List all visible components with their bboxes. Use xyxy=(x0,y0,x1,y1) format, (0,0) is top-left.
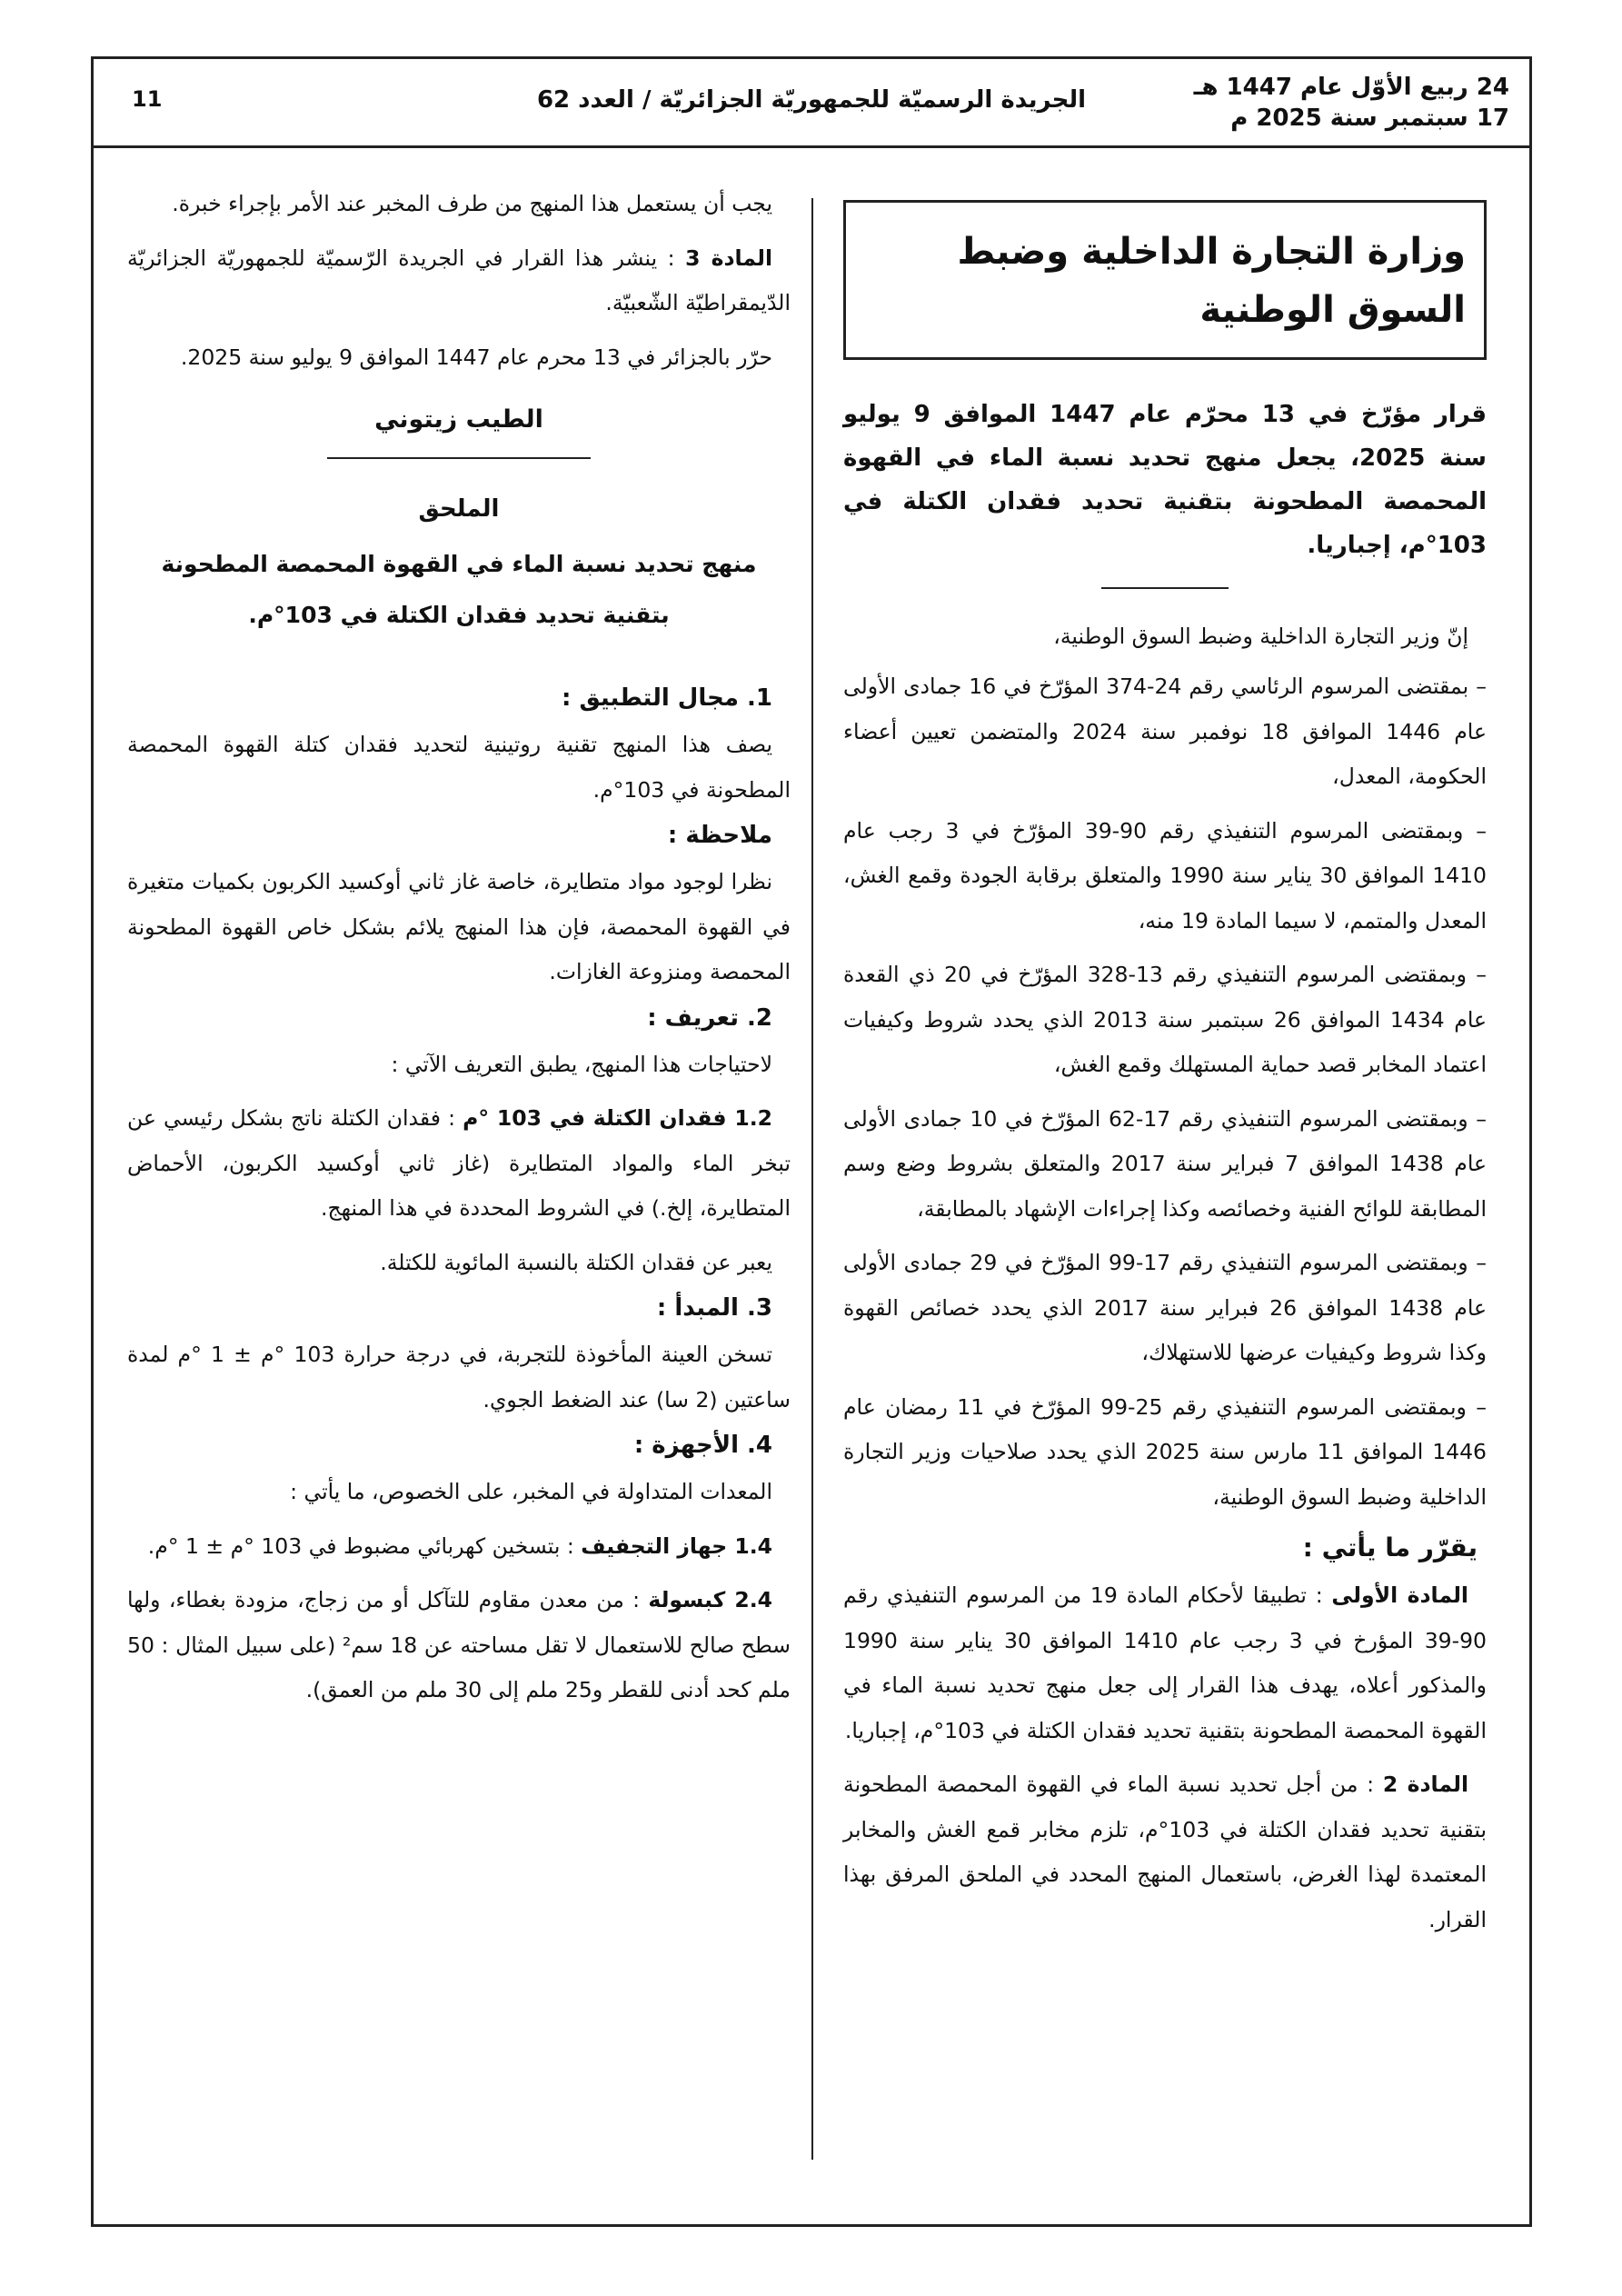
article-2 xyxy=(843,1762,1487,1942)
decision-title: قرار مؤرّخ في 13 محرّم عام 1447 الموافق 9 يوليو سنة 2025، يجعل منهج تحديد نسبة الماء في القهوة المحمصة المطحونة بتقنية تحديد فقدان الكتلة في 103°م، إجباريا. xyxy=(843,401,1487,559)
section-4-title: 4. الأجهزة : xyxy=(633,1432,772,1459)
separator-rule xyxy=(1101,587,1229,589)
header-date-gregorian: 17 سبتمبر سنة 2025 م xyxy=(1230,105,1509,132)
article-1-label: المادة الأولى xyxy=(1331,1582,1468,1608)
visa-paragraph: – وبمقتضى المرسوم التنفيذي رقم 25-99 المؤرّخ في 11 رمضان عام 1446 الموافق 11 مارس سنة 2025 الذي يحدد صلاحيات وزير التجارة الداخلية وضبط السوق الوطنية، xyxy=(843,1393,1488,1510)
visa-paragraph: – وبمقتضى المرسوم التنفيذي رقم 13-328 المؤرّخ في 20 ذي القعدة عام 1434 الموافق 26 سبتمبر سنة 2013 الذي يحدد شروط وكيفيات اعتماد المخابر قصد حماية المستهلك وقمع الغش، xyxy=(843,962,1488,1077)
section-4-1-label: 1.4 جهاز التجفيف xyxy=(581,1532,772,1559)
note-text: نظرا لوجود مواد متطايرة، خاصة غاز ثاني أوكسيد الكربون بكميات متغيرة في القهوة المحمصة، فإن هذا المنهج يلائم بشكل خاص القهوة المطحونة المحمصة ومنزوعة الغازات. xyxy=(127,869,791,984)
section-3-title: 3. المبدأ : xyxy=(656,1294,772,1322)
decides-heading: يقرّر ما يأتي : xyxy=(1302,1532,1478,1562)
section-2-1 xyxy=(127,1096,791,1232)
annex-label: الملحق xyxy=(418,495,500,523)
ministry-heading: وزارة التجارة الداخلية وضبط السوق الوطنية xyxy=(843,200,1487,360)
left-column xyxy=(127,182,791,1722)
continuation-text: يجب أن يستعمل هذا المنهج من طرف المخبر عند الأمر بإجراء خبرة. xyxy=(172,191,772,216)
section-1-title: 1. مجال التطبيق : xyxy=(562,684,772,712)
section-4-2-label: 2.4 كبسولة xyxy=(648,1587,772,1612)
article-2-label: المادة 2 xyxy=(1382,1772,1468,1797)
header-date-hijri: 24 ربيع الأوّل عام 1447 هـ xyxy=(1193,74,1509,101)
article-1 xyxy=(843,1573,1487,1753)
section-2-1-label: 1.2 فقدان الكتلة في 103 °م xyxy=(463,1105,772,1131)
section-2-text: لاحتياجات هذا المنهج، يطبق التعريف الآتي : xyxy=(391,1051,772,1077)
article-3-text: : ينشر هذا القرار في الجريدة الرّسميّة للجمهوريّة الجزائريّة الدّيمقراطيّة الشّعبيّة. xyxy=(127,245,791,315)
section-4-1 xyxy=(127,1524,791,1570)
note-title: ملاحظة : xyxy=(667,822,772,849)
right-column xyxy=(843,182,1487,1952)
preamble-intro: إنّ وزير التجارة الداخلية وضبط السوق الوطنية، xyxy=(1053,624,1468,649)
signature-rule xyxy=(327,457,591,459)
visa-paragraph: – وبمقتضى المرسوم التنفيذي رقم 17-62 المؤرّخ في 10 جمادى الأولى عام 1438 الموافق 7 فبراير سنة 2017 والمتعلق بشروط وضع وسم المطابقة للوائح الفنية وخصائصه وكذا إجراءات الإشهاد بالمطابقة، xyxy=(843,1105,1488,1222)
visa-paragraph: – وبمقتضى المرسوم التنفيذي رقم 90-39 المؤرّخ في 3 رجب عام 1410 الموافق 30 يناير سنة 1990 والمتعلق برقابة الجودة وقمع الغش، المعدل والمتمم، لا سيما المادة 19 منه، xyxy=(843,817,1488,933)
annex-title: منهج تحديد نسبة الماء في القهوة المحمصة المطحونة بتقنية تحديد فقدان الكتلة في 103°م. xyxy=(161,551,757,628)
section-4-text: المعدات المتداولة في المخبر، على الخصوص، ما يأتي : xyxy=(290,1479,772,1504)
section-2-1-text: : فقدان الكتلة ناتج بشكل رئيسي عن تبخر الماء والمواد المتطايرة (غاز ثاني أوكسيد الكربون، الأحماض المتطايرة، إلخ.) في الشروط المحددة في هذا المنهج. xyxy=(127,1105,791,1221)
visa-paragraph: – وبمقتضى المرسوم التنفيذي رقم 17-99 المؤرّخ في 29 جمادى الأولى عام 1438 الموافق 26 فبراير سنة 2017 الذي يحدد خصائص القهوة وكذا شروط وكيفيات عرضها للاستهلاك، xyxy=(843,1250,1487,1365)
article-2-text: : من أجل تحديد نسبة الماء في القهوة المحمصة المطحونة بتقنية تحديد فقدان الكتلة في 103°م، تلزم مخابر قمع الغش والمخابر المعتمدة لهذا الغرض، باستعمال المنهج المحدد في الملحق المرفق بهذا القرار. xyxy=(843,1772,1487,1932)
section-3-text: تسخن العينة المأخوذة للتجربة، في درجة حرارة 103 °م ± 1 °م لمدة ساعتين (2 سا) عند الضغط الجوي. xyxy=(127,1342,791,1413)
section-4-2-text: : من معدن مقاوم للتآكل أو من زجاج، مزودة بغطاء، ولها سطح صالح للاستعمال لا تقل مساحته عن 18 سم² (على سبيل المثال : 50 ملم كحد أدنى للقطر و25 ملم إلى 30 ملم من العمق). xyxy=(127,1587,791,1702)
visa-paragraph: – بمقتضى المرسوم الرئاسي رقم 24-374 المؤرّخ في 16 جمادى الأولى عام 1446 الموافق 18 نوفمبر سنة 2024 والمتضمن تعيين أعضاء الحكومة، المعدل، xyxy=(843,674,1487,789)
done-at: حرّر بالجزائر في 13 محرم عام 1447 الموافق 9 يوليو سنة 2025. xyxy=(180,344,772,370)
section-2-1-note: يعبر عن فقدان الكتلة بالنسبة المائوية للكتلة. xyxy=(380,1249,772,1275)
section-4-2 xyxy=(127,1578,791,1713)
header-title: الجريدة الرسميّة للجمهوريّة الجزائريّة / العدد 62 xyxy=(536,86,1087,114)
column-divider xyxy=(811,198,813,2160)
section-2-title: 2. تعريف : xyxy=(647,1003,772,1032)
section-1-text: يصف هذا المنهج تقنية روتينية لتحديد فقدان كتلة القهوة المحمصة المطحونة في 103°م. xyxy=(127,732,791,803)
article-3 xyxy=(127,236,791,326)
page-number: 11 xyxy=(132,86,163,112)
signature: الطيب زيتوني xyxy=(374,405,543,434)
page-header xyxy=(94,59,1529,148)
article-1-text: : تطبيقا لأحكام المادة 19 من المرسوم التنفيذي رقم 90-39 المؤرخ في 3 رجب عام 1410 الموافق 30 يناير سنة 1990 والمذكور أعلاه، يهدف هذا القرار إلى جعل منهج تحديد نسبة الماء في القهوة المحمصة المطحونة بتقنية تحديد فقدان الكتلة في 103°م، إجباريا. xyxy=(843,1582,1488,1743)
section-4-1-text: : بتسخين كهربائي مضبوط في 103 °م ± 1 °م. xyxy=(147,1532,582,1559)
article-3-label: المادة 3 xyxy=(685,245,772,271)
